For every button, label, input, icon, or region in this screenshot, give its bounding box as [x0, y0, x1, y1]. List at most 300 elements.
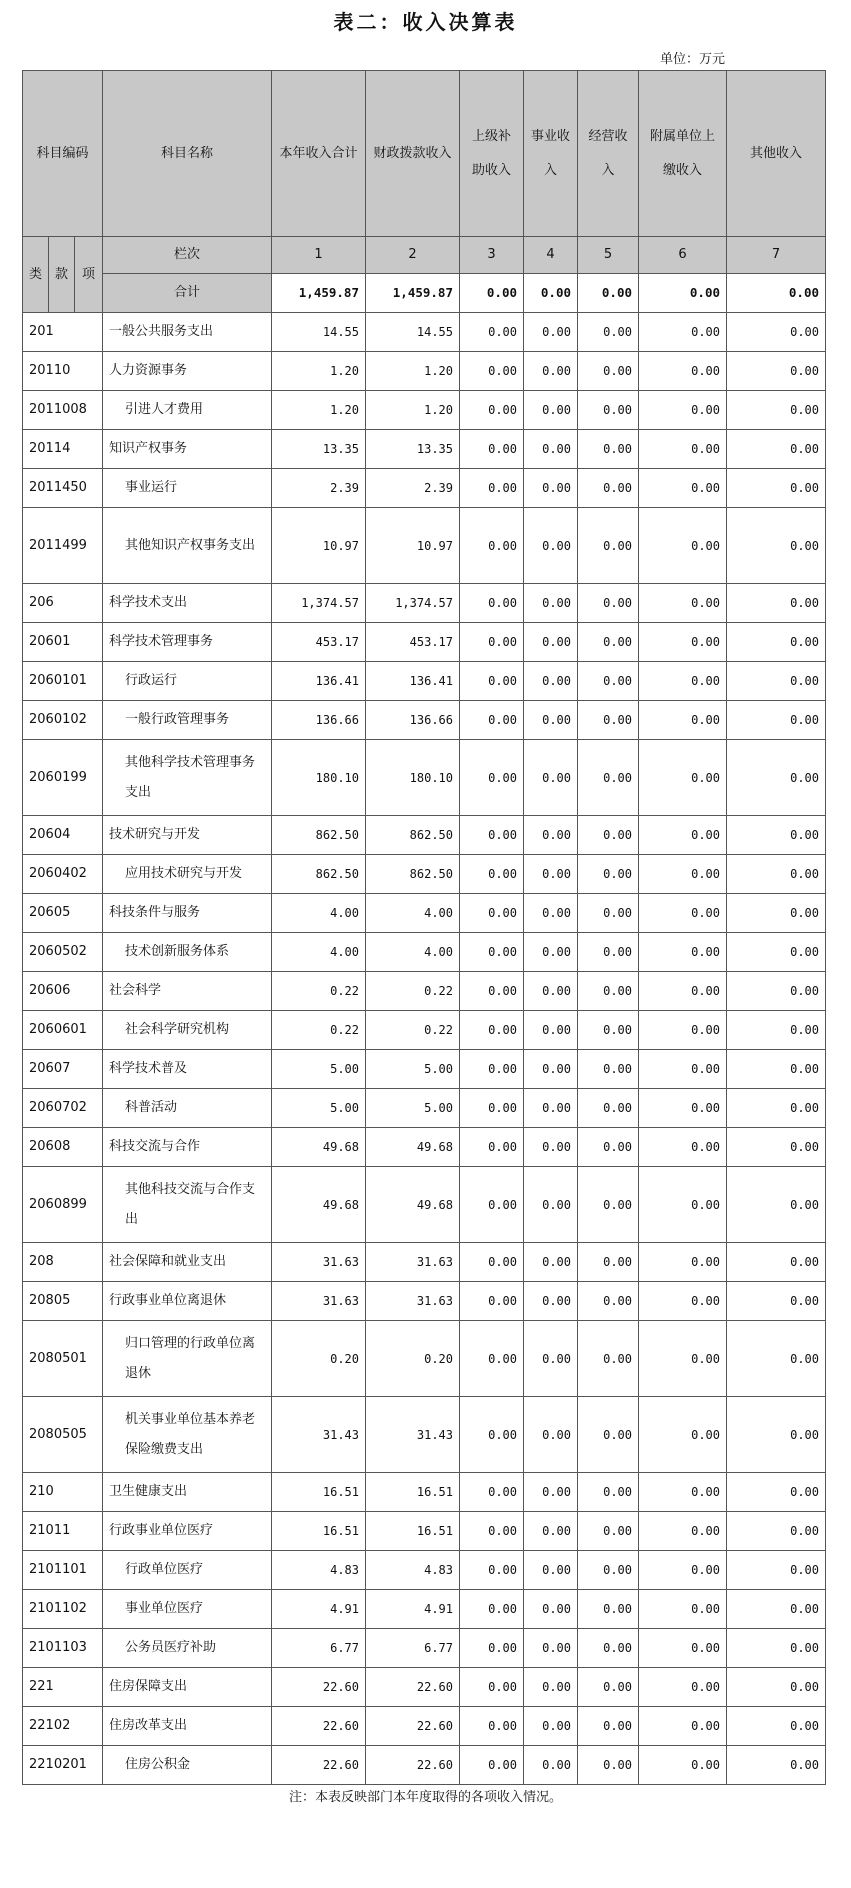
row-name: 住房保障支出 [103, 1668, 272, 1707]
row-name: 归口管理的行政单位离退休 [103, 1321, 272, 1397]
header-xiang: 项 [75, 237, 103, 313]
row-value-6: 0.00 [639, 1050, 727, 1089]
total-label: 合计 [103, 274, 272, 313]
row-code: 210 [23, 1473, 103, 1512]
row-value-2: 14.55 [366, 313, 460, 352]
row-value-5: 0.00 [578, 816, 639, 855]
row-name: 行政单位医疗 [103, 1551, 272, 1590]
row-value-3: 0.00 [460, 391, 524, 430]
row-name: 住房改革支出 [103, 1707, 272, 1746]
row-value-3: 0.00 [460, 816, 524, 855]
table-row [23, 1050, 826, 1089]
row-value-7: 0.00 [727, 1321, 826, 1397]
lan-number-1: 1 [272, 237, 366, 274]
row-value-1: 2.39 [272, 469, 366, 508]
row-value-5: 0.00 [578, 1089, 639, 1128]
row-value-6: 0.00 [639, 1321, 727, 1397]
header-col-5: 经营收入 [578, 71, 639, 237]
table-row [23, 1512, 826, 1551]
row-code: 2060702 [23, 1089, 103, 1128]
row-value-5: 0.00 [578, 1128, 639, 1167]
row-name: 科学技术支出 [103, 584, 272, 623]
row-code: 20601 [23, 623, 103, 662]
row-code: 20605 [23, 894, 103, 933]
row-code: 20805 [23, 1282, 103, 1321]
row-value-2: 16.51 [366, 1512, 460, 1551]
row-value-1: 4.91 [272, 1590, 366, 1629]
row-value-6: 0.00 [639, 1473, 727, 1512]
row-value-6: 0.00 [639, 313, 727, 352]
header-lanci: 栏次 [103, 237, 272, 274]
row-value-5: 0.00 [578, 1551, 639, 1590]
row-name: 引进人才费用 [103, 391, 272, 430]
row-value-2: 31.63 [366, 1282, 460, 1321]
row-value-4: 0.00 [524, 740, 578, 816]
row-value-4: 0.00 [524, 1089, 578, 1128]
row-value-4: 0.00 [524, 1128, 578, 1167]
row-value-2: 0.20 [366, 1321, 460, 1397]
row-value-7: 0.00 [727, 1397, 826, 1473]
row-value-2: 180.10 [366, 740, 460, 816]
row-value-7: 0.00 [727, 972, 826, 1011]
row-value-6: 0.00 [639, 469, 727, 508]
row-value-4: 0.00 [524, 469, 578, 508]
row-value-7: 0.00 [727, 701, 826, 740]
row-value-4: 0.00 [524, 1321, 578, 1397]
row-value-3: 0.00 [460, 972, 524, 1011]
row-value-2: 13.35 [366, 430, 460, 469]
row-value-6: 0.00 [639, 933, 727, 972]
row-value-7: 0.00 [727, 662, 826, 701]
row-value-6: 0.00 [639, 1243, 727, 1282]
row-value-3: 0.00 [460, 584, 524, 623]
row-value-1: 1,374.57 [272, 584, 366, 623]
row-name: 科技条件与服务 [103, 894, 272, 933]
table-row [23, 1128, 826, 1167]
row-value-6: 0.00 [639, 1282, 727, 1321]
row-value-6: 0.00 [639, 1551, 727, 1590]
row-value-2: 862.50 [366, 816, 460, 855]
row-value-6: 0.00 [639, 430, 727, 469]
row-value-6: 0.00 [639, 1707, 727, 1746]
row-code: 20606 [23, 972, 103, 1011]
row-value-6: 0.00 [639, 508, 727, 584]
table-row [23, 1746, 826, 1785]
row-value-1: 31.63 [272, 1243, 366, 1282]
row-value-5: 0.00 [578, 662, 639, 701]
row-code: 221 [23, 1668, 103, 1707]
row-value-5: 0.00 [578, 1668, 639, 1707]
row-value-3: 0.00 [460, 1551, 524, 1590]
total-value-6: 0.00 [639, 274, 727, 313]
header-col-4: 事业收入 [524, 71, 578, 237]
row-value-5: 0.00 [578, 1321, 639, 1397]
row-value-5: 0.00 [578, 933, 639, 972]
row-value-1: 16.51 [272, 1473, 366, 1512]
row-value-2: 1.20 [366, 391, 460, 430]
row-value-2: 22.60 [366, 1707, 460, 1746]
row-name: 其他科技交流与合作支出 [103, 1167, 272, 1243]
row-value-1: 5.00 [272, 1089, 366, 1128]
row-value-3: 0.00 [460, 701, 524, 740]
row-code: 2101101 [23, 1551, 103, 1590]
row-value-5: 0.00 [578, 1282, 639, 1321]
row-value-3: 0.00 [460, 430, 524, 469]
row-value-4: 0.00 [524, 855, 578, 894]
row-value-5: 0.00 [578, 1746, 639, 1785]
row-name: 技术研究与开发 [103, 816, 272, 855]
row-value-1: 13.35 [272, 430, 366, 469]
row-name: 社会科学研究机构 [103, 1011, 272, 1050]
row-value-1: 14.55 [272, 313, 366, 352]
row-code: 2060502 [23, 933, 103, 972]
row-value-3: 0.00 [460, 1321, 524, 1397]
row-value-6: 0.00 [639, 1512, 727, 1551]
row-value-3: 0.00 [460, 1128, 524, 1167]
row-name: 一般公共服务支出 [103, 313, 272, 352]
row-value-3: 0.00 [460, 1746, 524, 1785]
row-value-2: 1.20 [366, 352, 460, 391]
row-value-5: 0.00 [578, 1707, 639, 1746]
row-name: 科技交流与合作 [103, 1128, 272, 1167]
row-value-1: 4.83 [272, 1551, 366, 1590]
row-value-2: 5.00 [366, 1089, 460, 1128]
row-value-7: 0.00 [727, 816, 826, 855]
row-value-6: 0.00 [639, 662, 727, 701]
row-code: 2060101 [23, 662, 103, 701]
row-value-2: 4.91 [366, 1590, 460, 1629]
row-value-1: 136.66 [272, 701, 366, 740]
header-col-2: 财政拨款收入 [366, 71, 460, 237]
row-value-6: 0.00 [639, 391, 727, 430]
header-col-6: 附属单位上缴收入 [639, 71, 727, 237]
row-value-6: 0.00 [639, 1397, 727, 1473]
row-value-7: 0.00 [727, 1590, 826, 1629]
row-value-1: 6.77 [272, 1629, 366, 1668]
row-value-7: 0.00 [727, 855, 826, 894]
row-value-2: 1,374.57 [366, 584, 460, 623]
row-value-3: 0.00 [460, 508, 524, 584]
lan-number-3: 3 [460, 237, 524, 274]
row-name: 科学技术管理事务 [103, 623, 272, 662]
table-row [23, 469, 826, 508]
row-value-3: 0.00 [460, 1629, 524, 1668]
header-code: 科目编码 [23, 71, 103, 237]
row-value-1: 16.51 [272, 1512, 366, 1551]
header-col-7: 其他收入 [727, 71, 826, 237]
table-row [23, 894, 826, 933]
row-value-5: 0.00 [578, 1167, 639, 1243]
total-value-4: 0.00 [524, 274, 578, 313]
row-value-4: 0.00 [524, 1590, 578, 1629]
row-code: 2080501 [23, 1321, 103, 1397]
row-value-5: 0.00 [578, 391, 639, 430]
row-value-1: 180.10 [272, 740, 366, 816]
row-code: 2060402 [23, 855, 103, 894]
row-value-4: 0.00 [524, 1167, 578, 1243]
row-code: 2210201 [23, 1746, 103, 1785]
row-value-6: 0.00 [639, 816, 727, 855]
row-value-2: 0.22 [366, 1011, 460, 1050]
table-row [23, 352, 826, 391]
row-value-3: 0.00 [460, 313, 524, 352]
header-name: 科目名称 [103, 71, 272, 237]
row-value-4: 0.00 [524, 313, 578, 352]
row-value-3: 0.00 [460, 1167, 524, 1243]
table-row [23, 1629, 826, 1668]
row-value-3: 0.00 [460, 1512, 524, 1551]
row-value-6: 0.00 [639, 1089, 727, 1128]
row-value-3: 0.00 [460, 1397, 524, 1473]
header-col-3: 上级补助收入 [460, 71, 524, 237]
table-row [23, 1590, 826, 1629]
row-value-3: 0.00 [460, 1668, 524, 1707]
table-row [23, 1707, 826, 1746]
table-header [23, 71, 826, 313]
row-code: 2060102 [23, 701, 103, 740]
row-value-7: 0.00 [727, 1473, 826, 1512]
row-code: 2060601 [23, 1011, 103, 1050]
total-value-5: 0.00 [578, 274, 639, 313]
row-value-3: 0.00 [460, 740, 524, 816]
row-name: 技术创新服务体系 [103, 933, 272, 972]
row-code: 206 [23, 584, 103, 623]
row-value-1: 862.50 [272, 816, 366, 855]
row-value-2: 4.00 [366, 894, 460, 933]
row-code: 201 [23, 313, 103, 352]
row-value-5: 0.00 [578, 313, 639, 352]
table-row [23, 1282, 826, 1321]
row-value-3: 0.00 [460, 1243, 524, 1282]
row-value-2: 22.60 [366, 1668, 460, 1707]
row-value-7: 0.00 [727, 1551, 826, 1590]
row-value-6: 0.00 [639, 1011, 727, 1050]
row-value-3: 0.00 [460, 894, 524, 933]
row-value-3: 0.00 [460, 1011, 524, 1050]
table-row [23, 1089, 826, 1128]
row-value-2: 49.68 [366, 1167, 460, 1243]
row-value-5: 0.00 [578, 352, 639, 391]
row-value-7: 0.00 [727, 584, 826, 623]
row-value-1: 862.50 [272, 855, 366, 894]
table-row [23, 855, 826, 894]
row-value-2: 136.41 [366, 662, 460, 701]
row-value-4: 0.00 [524, 1243, 578, 1282]
row-value-5: 0.00 [578, 1590, 639, 1629]
row-value-3: 0.00 [460, 1590, 524, 1629]
table-row [23, 1397, 826, 1473]
table-row [23, 623, 826, 662]
header-col-1: 本年收入合计 [272, 71, 366, 237]
row-value-6: 0.00 [639, 1167, 727, 1243]
row-value-5: 0.00 [578, 701, 639, 740]
table-row [23, 701, 826, 740]
row-value-7: 0.00 [727, 1167, 826, 1243]
row-value-6: 0.00 [639, 740, 727, 816]
row-value-1: 1.20 [272, 391, 366, 430]
row-value-4: 0.00 [524, 662, 578, 701]
row-value-6: 0.00 [639, 1746, 727, 1785]
lan-number-6: 6 [639, 237, 727, 274]
row-value-1: 0.22 [272, 1011, 366, 1050]
income-table [22, 70, 826, 1785]
row-code: 2080505 [23, 1397, 103, 1473]
row-value-4: 0.00 [524, 972, 578, 1011]
row-value-2: 453.17 [366, 623, 460, 662]
row-value-4: 0.00 [524, 894, 578, 933]
row-value-6: 0.00 [639, 1590, 727, 1629]
row-value-7: 0.00 [727, 894, 826, 933]
row-value-5: 0.00 [578, 1473, 639, 1512]
row-value-4: 0.00 [524, 1397, 578, 1473]
row-value-4: 0.00 [524, 391, 578, 430]
table-row [23, 1551, 826, 1590]
row-value-3: 0.00 [460, 623, 524, 662]
row-value-1: 31.43 [272, 1397, 366, 1473]
table-row [23, 508, 826, 584]
table-row [23, 816, 826, 855]
row-value-2: 136.66 [366, 701, 460, 740]
row-code: 2011450 [23, 469, 103, 508]
row-value-7: 0.00 [727, 1707, 826, 1746]
row-value-4: 0.00 [524, 1551, 578, 1590]
row-value-1: 22.60 [272, 1668, 366, 1707]
row-value-6: 0.00 [639, 1629, 727, 1668]
row-value-2: 0.22 [366, 972, 460, 1011]
total-value-3: 0.00 [460, 274, 524, 313]
lan-number-4: 4 [524, 237, 578, 274]
lan-number-7: 7 [727, 237, 826, 274]
row-value-5: 0.00 [578, 855, 639, 894]
row-value-7: 0.00 [727, 740, 826, 816]
lan-number-2: 2 [366, 237, 460, 274]
table-row [23, 1011, 826, 1050]
row-code: 20608 [23, 1128, 103, 1167]
row-value-1: 22.60 [272, 1707, 366, 1746]
table-row [23, 1321, 826, 1397]
row-value-6: 0.00 [639, 584, 727, 623]
row-value-2: 2.39 [366, 469, 460, 508]
row-value-2: 5.00 [366, 1050, 460, 1089]
row-value-3: 0.00 [460, 1473, 524, 1512]
table-row [23, 740, 826, 816]
row-value-3: 0.00 [460, 1707, 524, 1746]
table-title: 表二：收入决算表 [333, 10, 518, 34]
row-value-6: 0.00 [639, 855, 727, 894]
row-value-7: 0.00 [727, 391, 826, 430]
row-name: 行政运行 [103, 662, 272, 701]
row-value-6: 0.00 [639, 972, 727, 1011]
row-value-5: 0.00 [578, 469, 639, 508]
row-value-7: 0.00 [727, 508, 826, 584]
row-name: 住房公积金 [103, 1746, 272, 1785]
table-row [23, 1243, 826, 1282]
row-value-6: 0.00 [639, 1128, 727, 1167]
total-value-1: 1,459.87 [272, 274, 366, 313]
row-value-4: 0.00 [524, 1746, 578, 1785]
total-value-2: 1,459.87 [366, 274, 460, 313]
row-value-2: 10.97 [366, 508, 460, 584]
row-value-1: 49.68 [272, 1128, 366, 1167]
row-value-5: 0.00 [578, 1011, 639, 1050]
row-name: 其他知识产权事务支出 [103, 508, 272, 584]
row-value-7: 0.00 [727, 623, 826, 662]
row-value-1: 49.68 [272, 1167, 366, 1243]
row-value-4: 0.00 [524, 430, 578, 469]
table-row [23, 391, 826, 430]
header-kuan: 款 [49, 237, 75, 313]
table-row [23, 313, 826, 352]
row-value-3: 0.00 [460, 469, 524, 508]
row-code: 20114 [23, 430, 103, 469]
table-row [23, 430, 826, 469]
row-value-4: 0.00 [524, 701, 578, 740]
table-row [23, 1668, 826, 1707]
row-value-2: 4.83 [366, 1551, 460, 1590]
row-code: 2101102 [23, 1590, 103, 1629]
row-value-4: 0.00 [524, 1707, 578, 1746]
row-value-5: 0.00 [578, 1243, 639, 1282]
row-value-1: 10.97 [272, 508, 366, 584]
row-value-2: 862.50 [366, 855, 460, 894]
row-value-2: 16.51 [366, 1473, 460, 1512]
row-name: 科普活动 [103, 1089, 272, 1128]
row-name: 其他科学技术管理事务支出 [103, 740, 272, 816]
row-code: 21011 [23, 1512, 103, 1551]
row-value-7: 0.00 [727, 352, 826, 391]
table-row [23, 972, 826, 1011]
row-value-6: 0.00 [639, 701, 727, 740]
row-value-7: 0.00 [727, 1629, 826, 1668]
row-value-7: 0.00 [727, 1668, 826, 1707]
row-value-5: 0.00 [578, 1397, 639, 1473]
row-code: 2011499 [23, 508, 103, 584]
row-value-2: 22.60 [366, 1746, 460, 1785]
row-value-3: 0.00 [460, 662, 524, 701]
row-value-1: 22.60 [272, 1746, 366, 1785]
row-name: 知识产权事务 [103, 430, 272, 469]
row-code: 2011008 [23, 391, 103, 430]
row-name: 行政事业单位医疗 [103, 1512, 272, 1551]
row-value-1: 0.22 [272, 972, 366, 1011]
row-code: 20604 [23, 816, 103, 855]
row-code: 2060199 [23, 740, 103, 816]
table-row [23, 584, 826, 623]
row-value-6: 0.00 [639, 352, 727, 391]
row-value-4: 0.00 [524, 508, 578, 584]
row-value-2: 31.43 [366, 1397, 460, 1473]
table-body [23, 313, 826, 1785]
row-value-3: 0.00 [460, 1050, 524, 1089]
row-value-6: 0.00 [639, 623, 727, 662]
row-value-5: 0.00 [578, 972, 639, 1011]
table-row [23, 933, 826, 972]
row-value-4: 0.00 [524, 933, 578, 972]
row-value-4: 0.00 [524, 1668, 578, 1707]
row-value-7: 0.00 [727, 313, 826, 352]
row-code: 2060899 [23, 1167, 103, 1243]
row-value-4: 0.00 [524, 1512, 578, 1551]
row-code: 208 [23, 1243, 103, 1282]
row-value-2: 31.63 [366, 1243, 460, 1282]
row-value-1: 5.00 [272, 1050, 366, 1089]
table-row [23, 1473, 826, 1512]
row-value-6: 0.00 [639, 1668, 727, 1707]
row-value-4: 0.00 [524, 816, 578, 855]
row-value-7: 0.00 [727, 1512, 826, 1551]
row-value-4: 0.00 [524, 352, 578, 391]
row-value-1: 136.41 [272, 662, 366, 701]
